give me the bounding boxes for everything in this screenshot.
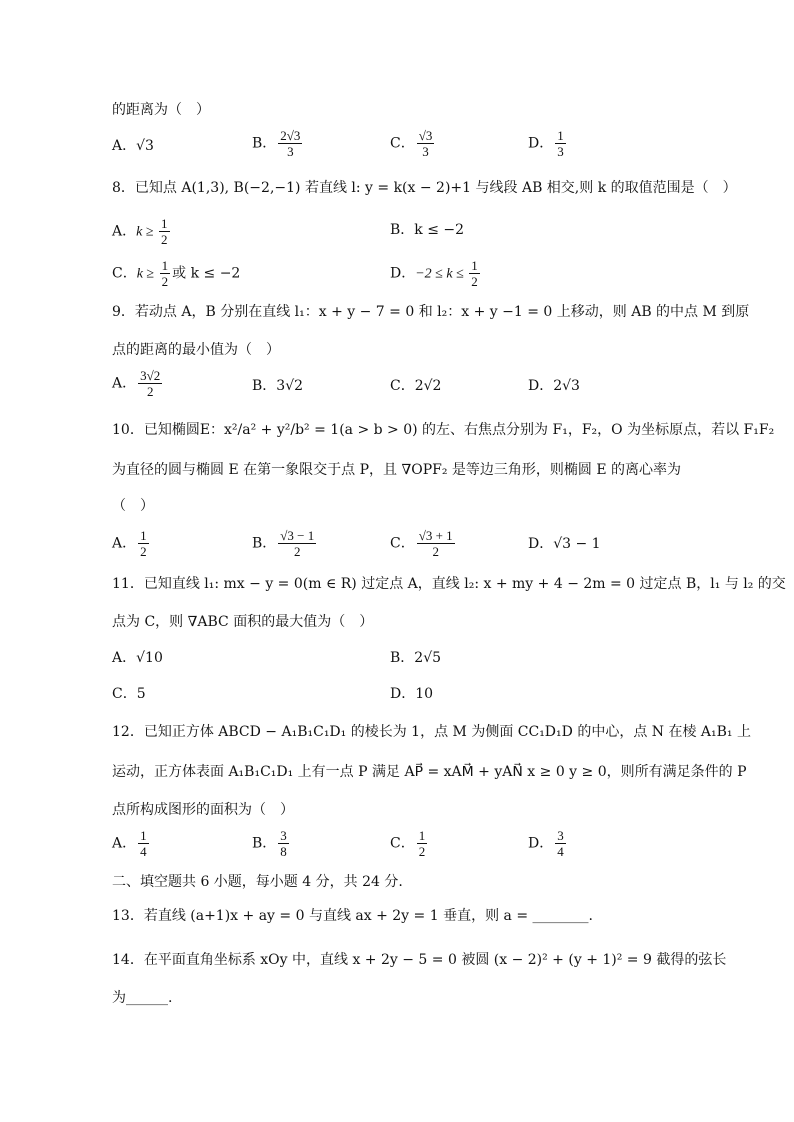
q12-option-d: D． $\frac{3}{4}$	[528, 828, 564, 859]
q10-stem-line1: 10．已知椭圆E：x²/a² + y²/b² = 1(a > b > 0) 的左、右焦点分别为 F₁，F₂，O 为坐标原点，若以 F₁F₂	[112, 422, 775, 438]
q11-option-a: A．√10	[112, 650, 163, 666]
q12-stem-line2: 运动，正方体表面 A₁B₁C₁D₁ 上有一点 P 满足 AP⃗ = xAM⃗ + yAN⃗ x ≥ 0 y ≥ 0，则所有满足条件的 P	[112, 764, 747, 780]
q12-option-c: C． $\frac{1}{2}$	[390, 828, 426, 859]
q11-stem-line1: 11．已知直线 l₁: mx − y = 0(m ∈ R) 过定点 A，直线 l₂: x + my + 4 − 2m = 0 过定点 B，l₁ 与 l₂ 的交	[112, 576, 786, 592]
q7-option-d: D． $\frac{1}{3}$	[528, 128, 564, 159]
q12-option-a: A． $\frac{1}{4}$	[112, 828, 147, 859]
q7-option-c: C． $\frac{√3}{3}$	[390, 128, 433, 159]
q9-option-a: A． $\frac{3√2}{2}$	[112, 368, 161, 399]
q9-option-b: B．3√2	[252, 378, 304, 394]
q12-stem-line1: 12．已知正方体 ABCD − A₁B₁C₁D₁ 的棱长为 1，点 M 为侧面 CC₁D₁D 的中心，点 N 在棱 A₁B₁ 上	[112, 724, 751, 740]
q8-option-d: D．−2 ≤ k ≤ $\frac{1}{2}$	[390, 258, 478, 289]
q9-option-c: C．2√2	[390, 378, 442, 394]
q11-option-c: C．5	[112, 686, 146, 702]
q8-option-c: C．k ≥ $\frac{1}{2}$ 或 k ≤ −2	[112, 258, 241, 289]
q11-stem-line2: 点为 C，则 ∇ABC 面积的最大值为（ ）	[112, 614, 374, 630]
q13-stem: 13．若直线 (a+1)x + ay = 0 与直线 ax + 2y = 1 垂直，则 a = ________.	[112, 908, 593, 924]
q11-option-d: D．10	[390, 686, 434, 702]
q7-option-b: B． $\frac{2√3}{3}$	[252, 128, 301, 159]
q10-option-d: D．√3 − 1	[528, 536, 601, 552]
q9-stem-line1: 9．若动点 A，B 分别在直线 l₁：x + y − 7 = 0 和 l₂：x + y −1 = 0 上移动，则 AB 的中点 M 到原	[112, 304, 750, 320]
q14-stem-line1: 14．在平面直角坐标系 xOy 中，直线 x + 2y − 5 = 0 被圆 (x − 2)² + (y + 1)² = 9 截得的弦长	[112, 952, 727, 968]
q7-option-a: A．√3	[112, 138, 154, 154]
q8-stem: 8．已知点 A(1,3), B(−2,−1) 若直线 l: y = k(x − 2)+1 与线段 AB 相交,则 k 的取值范围是（ ）	[112, 180, 737, 196]
q11-option-b: B．2√5	[390, 650, 442, 666]
q14-stem-line2: 为______.	[112, 990, 173, 1006]
q10-stem-line3: （ ）	[112, 498, 154, 514]
q8-option-a: A．k ≥ $\frac{1}{2}$	[112, 216, 168, 247]
q9-option-d: D．2√3	[528, 378, 580, 394]
q9-stem-line2: 点的距离的最小值为（ ）	[112, 342, 280, 358]
q10-option-b: B． $\frac{√3 - 1}{2}$	[252, 528, 315, 559]
q10-option-a: A． $\frac{1}{2}$	[112, 528, 147, 559]
q12-option-b: B． $\frac{3}{8}$	[252, 828, 287, 859]
q7-stem-tail: 的距离为（ ）	[112, 102, 210, 118]
q10-option-c: C． $\frac{√3 + 1}{2}$	[390, 528, 453, 559]
q12-stem-line3: 点所构成图形的面积为（ ）	[112, 802, 294, 818]
section-heading-fill-in: 二、填空题共 6 小题，每小题 4 分，共 24 分.	[112, 874, 403, 890]
q8-option-b: B．k ≤ −2	[390, 222, 465, 238]
q10-stem-line2: 为直径的圆与椭圆 E 在第一象限交于点 P，且 ∇OPF₂ 是等边三角形，则椭圆 E 的离心率为	[112, 462, 682, 478]
